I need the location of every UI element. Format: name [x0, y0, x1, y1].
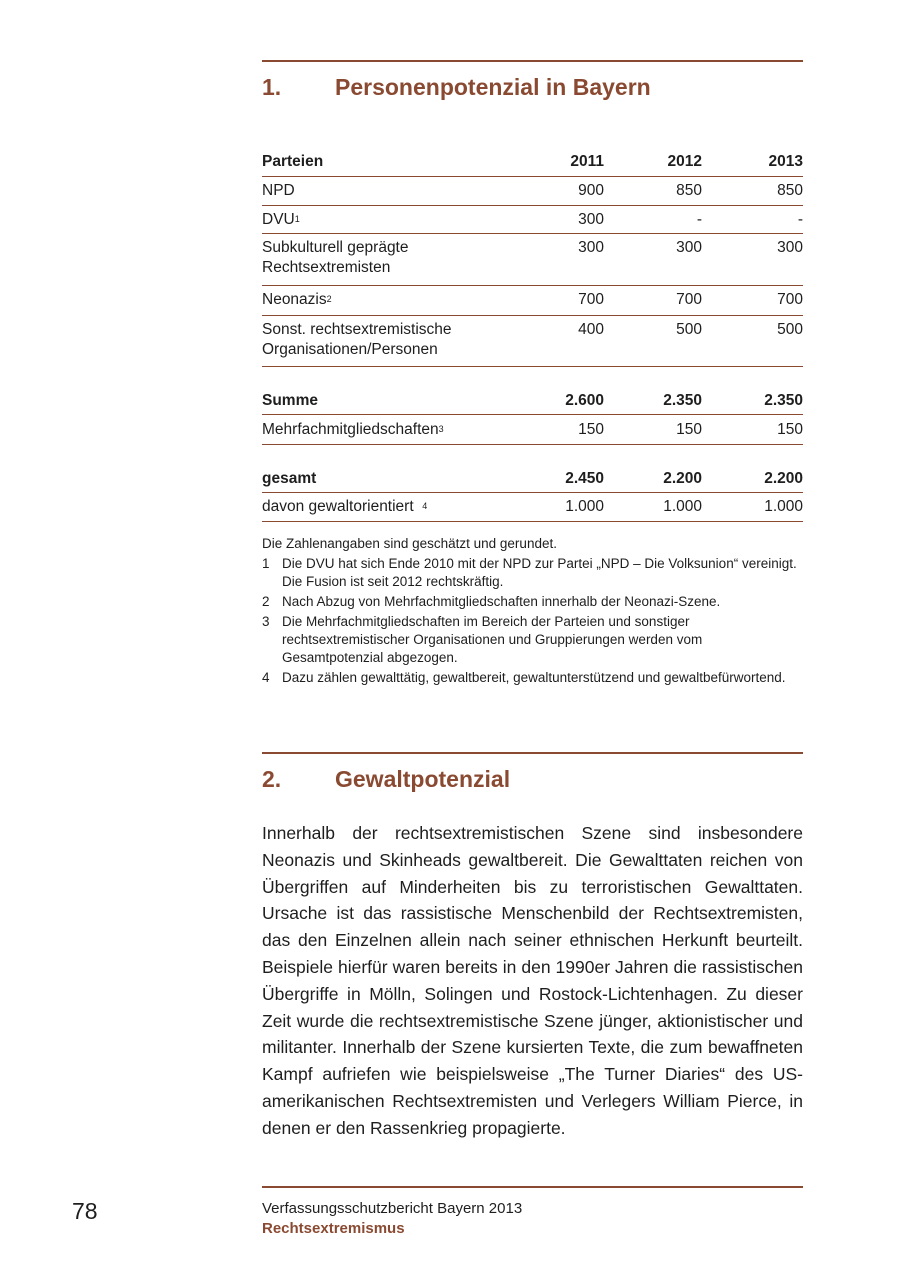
footnote-item: 2 Nach Abzug von Mehrfachmitgliedschaften innerhalb der Neonazi-Szene. [262, 594, 721, 609]
row-value: 300 [777, 239, 803, 256]
table-divider [262, 414, 803, 415]
table-divider [262, 176, 803, 177]
table-header-year: 2011 [570, 153, 604, 170]
section-1-heading [262, 74, 803, 114]
row-value: 2.450 [565, 470, 604, 487]
table-divider [262, 521, 803, 522]
row-value: 850 [676, 182, 702, 199]
row-value: 300 [676, 239, 702, 256]
table-divider [262, 285, 803, 286]
row-value: 1.000 [663, 498, 702, 515]
section-2-title: Gewaltpotenzial [335, 766, 511, 792]
row-value: 2.200 [764, 470, 803, 487]
footer-rule [262, 1186, 803, 1188]
footnote-intro: Die Zahlenangaben sind geschätzt und gerundet. [262, 536, 557, 551]
row-value: 900 [578, 182, 604, 199]
section-2-number: 2. [262, 766, 282, 792]
row-value: - [696, 211, 702, 228]
row-label: Mehrfachmitgliedschaften$^3$ [262, 421, 444, 438]
row-value: 150 [578, 421, 604, 438]
table-divider [262, 366, 803, 367]
footnote-marker: 3 [438, 424, 444, 434]
body-paragraph: Innerhalb der rechtsextremistischen Szene sind insbesondere Neonazis und Skinheads gewaltbereit. Die Gewalttaten reichen von Übergriffen auf Minderheiten bis zu terroristischen Gewalttaten. Ursache ist das rassistische Menschenbild der Rechtsextremisten, das den Einzelnen allein nach seiner ethnischen Herkunft beurteilt. Beispiele hierfür waren bereits in den 1990er Jahren die rassistischen Übergriffe in Mölln, Solingen und Rostock-Lichtenhagen. Zu dieser Zeit wurde die rechtsextremistische Szene jünger, aktionistischer und militanter. Innerhalb der Szene kursierten Texte, die zum bewaffneten Kampf aufriefen wie beispielsweise „The Turner Diaries“ des US-amerikanischen Rechtsextremisten und Verlegers William Pierce, in denen er den Rassenkrieg propagierte. [262, 823, 803, 1138]
table-divider [262, 315, 803, 316]
footnote-marker: 1 [294, 214, 300, 224]
footnote-marker: 2 [326, 294, 332, 304]
footer-publication: Verfassungsschutzbericht Bayern 2013 [262, 1200, 523, 1217]
row-value: 150 [777, 421, 803, 438]
row-label: gesamt [262, 470, 317, 487]
table-divider [262, 492, 803, 493]
row-label: DVU$^1$ [262, 211, 300, 228]
row-value: 700 [578, 291, 604, 308]
row-value: 400 [578, 321, 604, 338]
row-label: Summe [262, 392, 318, 409]
footnote-marker: 4 [422, 501, 428, 511]
row-value: 700 [676, 291, 702, 308]
row-value: 700 [777, 291, 803, 308]
table-header-label: Parteien [262, 153, 324, 170]
row-value: 1.000 [565, 498, 604, 515]
row-value: 300 [578, 239, 604, 256]
row-label: NPD [262, 182, 295, 199]
row-value: 2.200 [663, 470, 702, 487]
footnote-item: 1 Die DVU hat sich Ende 2010 mit der NPD zur Partei „NPD – Die Volksunion“ vereinigt. Die Fusion ist seit 2012 rechtskräftig. [262, 556, 797, 589]
row-label: Subkulturell geprägte Rechtsextremisten [262, 239, 409, 276]
table-divider [262, 444, 803, 445]
page-number: 78 [72, 1198, 98, 1224]
row-label: Neonazis$^2$ [262, 291, 332, 308]
row-value: 2.600 [565, 392, 604, 409]
row-value: 150 [676, 421, 702, 438]
footnote-item: 4 Dazu zählen gewalttätig, gewaltbereit, gewaltunterstützend und gewaltbefürwortend. [262, 670, 786, 685]
table-divider [262, 233, 803, 234]
footer-chapter: Rechtsextremismus [262, 1220, 405, 1237]
row-value: 1.000 [764, 498, 803, 515]
table-footnotes [262, 535, 803, 687]
row-label: Sonst. rechtsextremistische Organisationen/Personen [262, 321, 452, 358]
row-value: 2.350 [764, 392, 803, 409]
row-value: 2.350 [663, 392, 702, 409]
section-1-number: 1. [262, 74, 282, 100]
section-2-top-rule [262, 752, 803, 754]
row-value: 500 [777, 321, 803, 338]
row-value: - [797, 211, 803, 228]
table-header-year: 2013 [768, 153, 803, 170]
section-1-title: Personenpotenzial in Bayern [335, 74, 651, 100]
row-value: 850 [777, 182, 803, 199]
section-1-top-rule [262, 60, 803, 62]
table-header-year: 2012 [667, 153, 702, 170]
row-value: 500 [676, 321, 702, 338]
table-divider [262, 205, 803, 206]
section-2-heading [262, 766, 803, 806]
row-value: 300 [578, 211, 604, 228]
footnote-item: 3 Die Mehrfachmitgliedschaften im Bereich der Parteien und sonstiger rechtsextremistischer Organisationen und Gruppierungen werden vom Gesamtpotenzial abgezogen. [262, 614, 703, 665]
row-label: davon gewaltorientiert $^4$ [262, 498, 428, 515]
